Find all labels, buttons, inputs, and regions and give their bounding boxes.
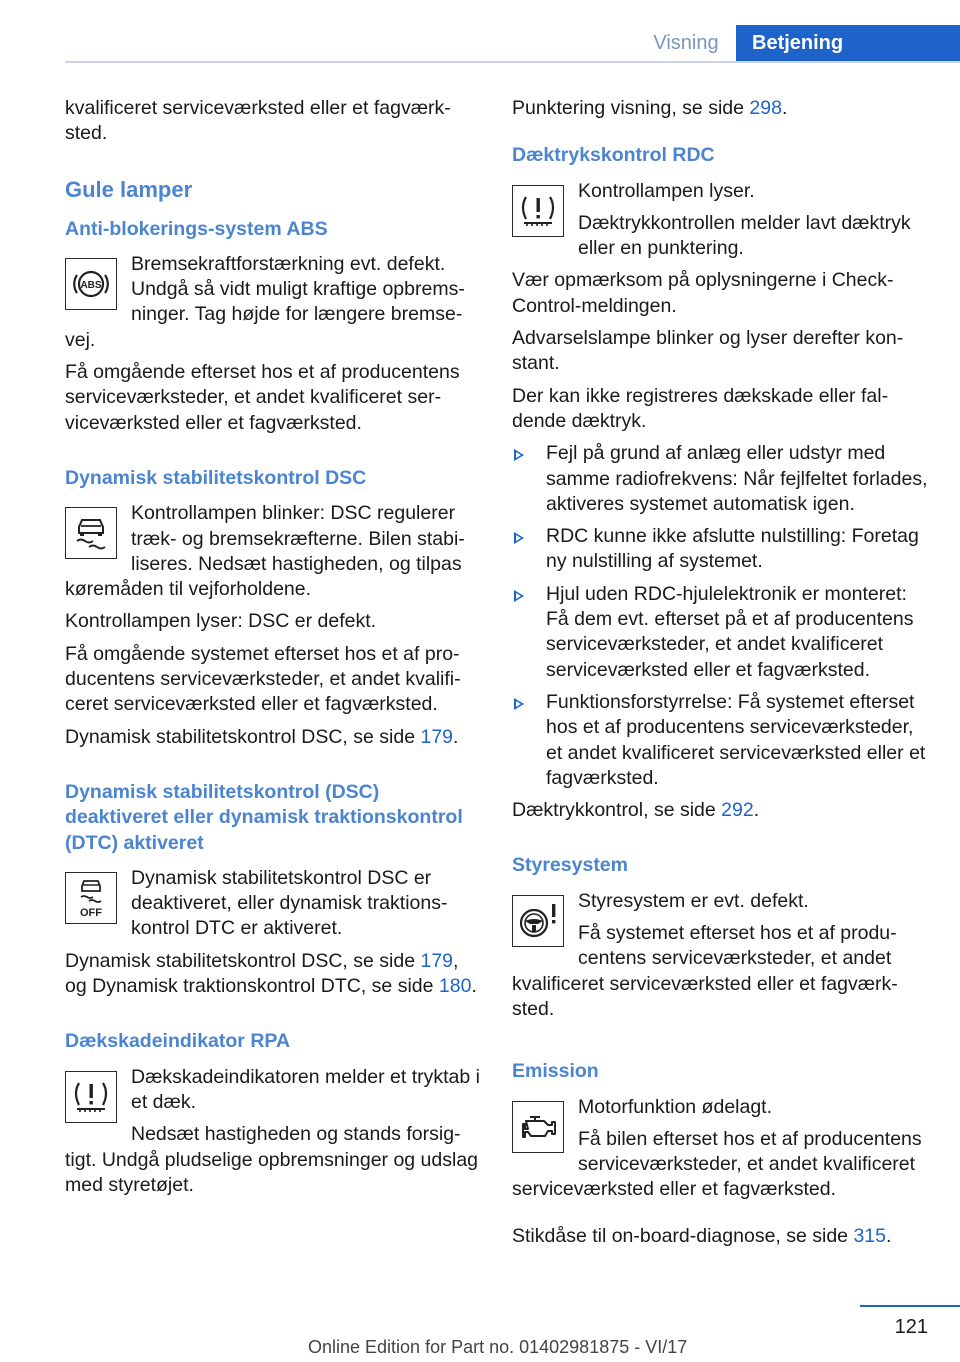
page-number: 121 bbox=[894, 1316, 928, 1338]
svg-text:OFF: OFF bbox=[80, 906, 102, 919]
header-rule bbox=[65, 61, 960, 63]
rpa-text-2: Nedsæt hastigheden og stands forsigtigt. Undgå pludselige opbremsninger og udslag med styretøjet. bbox=[65, 1123, 479, 1196]
obd-reference: Stikdåse til on-board-diagnose, se side 315. bbox=[512, 1224, 892, 1247]
page-link-298[interactable]: 298 bbox=[749, 97, 782, 119]
engine-icon bbox=[512, 1101, 564, 1153]
triangle-bullet-icon bbox=[514, 698, 524, 710]
rdc-text-5: Der kan ikke registreres dækskade eller faldende dæktryk. bbox=[512, 384, 889, 432]
emission-block bbox=[512, 1095, 930, 1210]
tab-betjening[interactable]: Betjening bbox=[736, 25, 960, 62]
dsc-off-reference: Dynamisk stabilitetskontrol DSC, se side 179, og Dynamisk traktionskontrol DTC, se side 180. bbox=[65, 949, 477, 998]
page-link-179b[interactable]: 179 bbox=[420, 949, 454, 972]
footer-rule bbox=[860, 1305, 960, 1307]
left-column bbox=[65, 96, 481, 1205]
steering-text-2: Få systemet efterset hos et af producentens serviceværksteder, et andet kvalificeret serviceværksted eller et fagværksted. bbox=[512, 922, 898, 1020]
list-item: Hjul uden RDC-hjulelektronik er monteret: Få dem evt. efterset på et af producentens serviceværksteder, et andet kvalificeret serviceværksted eller et fagværksted. bbox=[512, 582, 930, 683]
abs-icon bbox=[65, 258, 117, 310]
rdc-reference: Dæktrykkontrol, se side 292. bbox=[512, 799, 760, 822]
dsc-reference: Dynamisk stabilitetskontrol DSC, se side 179. bbox=[65, 725, 459, 748]
dsc-text-2: Kontrollampen lyser: DSC er defekt. bbox=[65, 610, 377, 633]
rdc-text-4: Advarselslampe blinker og lyser derefter konstant. bbox=[512, 327, 904, 375]
tab-visning[interactable]: Visning bbox=[653, 32, 719, 54]
steering-text-1: Styresystem er evt. defekt. bbox=[578, 889, 809, 912]
emission-heading: Emission bbox=[512, 1060, 599, 1083]
dsc-off-heading: Dynamisk stabilitetskontrol (DSC) deaktiveret eller dynamisk traktionskontrol (DTC) aktiveret bbox=[65, 780, 463, 854]
steering-heading: Styresystem bbox=[512, 854, 628, 877]
tire-warning-icon bbox=[512, 185, 564, 237]
emission-text-2: Få bilen efterset hos et af producentens serviceværksteder, et andet kvalificeret serviceværksted eller et fagværksted. bbox=[512, 1127, 922, 1201]
rdc-text-1: Kontrollampen lyser. bbox=[578, 179, 755, 202]
page-link-292[interactable]: 292 bbox=[721, 799, 754, 822]
edition-text: Online Edition for Part no. 01402981875 - VI/17 bbox=[308, 1337, 688, 1357]
steering-block bbox=[512, 889, 930, 1029]
page-link-315[interactable]: 315 bbox=[853, 1224, 886, 1247]
dsc-icon bbox=[65, 507, 117, 559]
dsc-off-text-1: Dynamisk stabilitetskontrol DSC er deaktiveret, eller dynamisk traktionskontrol DTC er aktiveret. bbox=[131, 866, 448, 940]
puncture-reference: Punktering visning, se side 298. bbox=[512, 97, 788, 119]
triangle-bullet-icon bbox=[514, 449, 524, 461]
page-link-180[interactable]: 180 bbox=[438, 975, 472, 998]
rdc-bullet-list bbox=[512, 441, 930, 791]
rpa-block bbox=[65, 1065, 481, 1205]
abs-heading: Anti-blokerings-system ABS bbox=[65, 217, 328, 240]
abs-text-2: Få omgående efterset hos et af producentens serviceværksteder, et andet kvalificeret serviceværksted eller et fagværksted. bbox=[65, 361, 460, 434]
steering-warning-icon bbox=[512, 895, 564, 947]
right-column bbox=[512, 96, 930, 1256]
triangle-bullet-icon bbox=[514, 532, 524, 544]
rpa-heading: Dækskadeindikator RPA bbox=[65, 1030, 291, 1053]
rdc-text-2: Dæktrykkontrollen melder lavt dæktryk eller en punktering. bbox=[578, 211, 911, 260]
abs-text-1: Bremsekraftforstærkning evt. defekt. Undgå så vidt muligt kraftige opbremsninger. Tag højde for længere bremsevej. bbox=[65, 252, 465, 351]
rdc-block bbox=[512, 179, 930, 269]
page-link-179[interactable]: 179 bbox=[420, 725, 454, 748]
tire-warning-icon bbox=[65, 1071, 117, 1123]
dsc-block bbox=[65, 501, 481, 609]
list-item: RDC kunne ikke afslutte nulstilling: Foretag ny nulstilling af systemet. bbox=[512, 524, 930, 575]
dsc-text-1: Kontrollampen blinker: DSC regulerer træk- og bremsekræfterne. Bilen stabiliseres. Nedsæt hastigheden, og tilpas køremåden til vejforholdene. bbox=[65, 502, 465, 601]
dsc-off-icon bbox=[65, 872, 117, 924]
svg-text:ABS: ABS bbox=[80, 279, 102, 291]
intro-text: kvalificeret serviceværksted eller et fagværksted. bbox=[65, 97, 451, 145]
section-title: Gule lamper bbox=[65, 176, 193, 202]
dsc-heading: Dynamisk stabilitetskontrol DSC bbox=[65, 466, 367, 489]
rdc-text-3: Vær opmærksom på oplysningerne i Check-Control-meldingen. bbox=[512, 269, 894, 317]
dsc-text-3: Få omgående systemet efterset hos et af producentens serviceværksteder, et andet kvalificeret serviceværksted eller et fagværksted. bbox=[65, 642, 461, 716]
list-item: Fejl på grund af anlæg eller udstyr med samme radiofrekvens: Når fejlfeltet forlades, aktiveres systemet automatisk igen. bbox=[512, 441, 930, 517]
rdc-heading: Dæktrykskontrol RDC bbox=[512, 144, 715, 167]
emission-text-1: Motorfunktion ødelagt. bbox=[578, 1095, 773, 1118]
abs-block bbox=[65, 252, 481, 360]
list-item: Funktionsforstyrrelse: Få systemet efterset hos et af producentens serviceværksteder, et andet kvalificeret serviceværksted eller et fagværksted. bbox=[512, 690, 930, 791]
dsc-off-block bbox=[65, 866, 481, 949]
rpa-text-1: Dækskadeindikatoren melder et tryktab i et dæk. bbox=[131, 1065, 480, 1113]
triangle-bullet-icon bbox=[514, 590, 524, 602]
